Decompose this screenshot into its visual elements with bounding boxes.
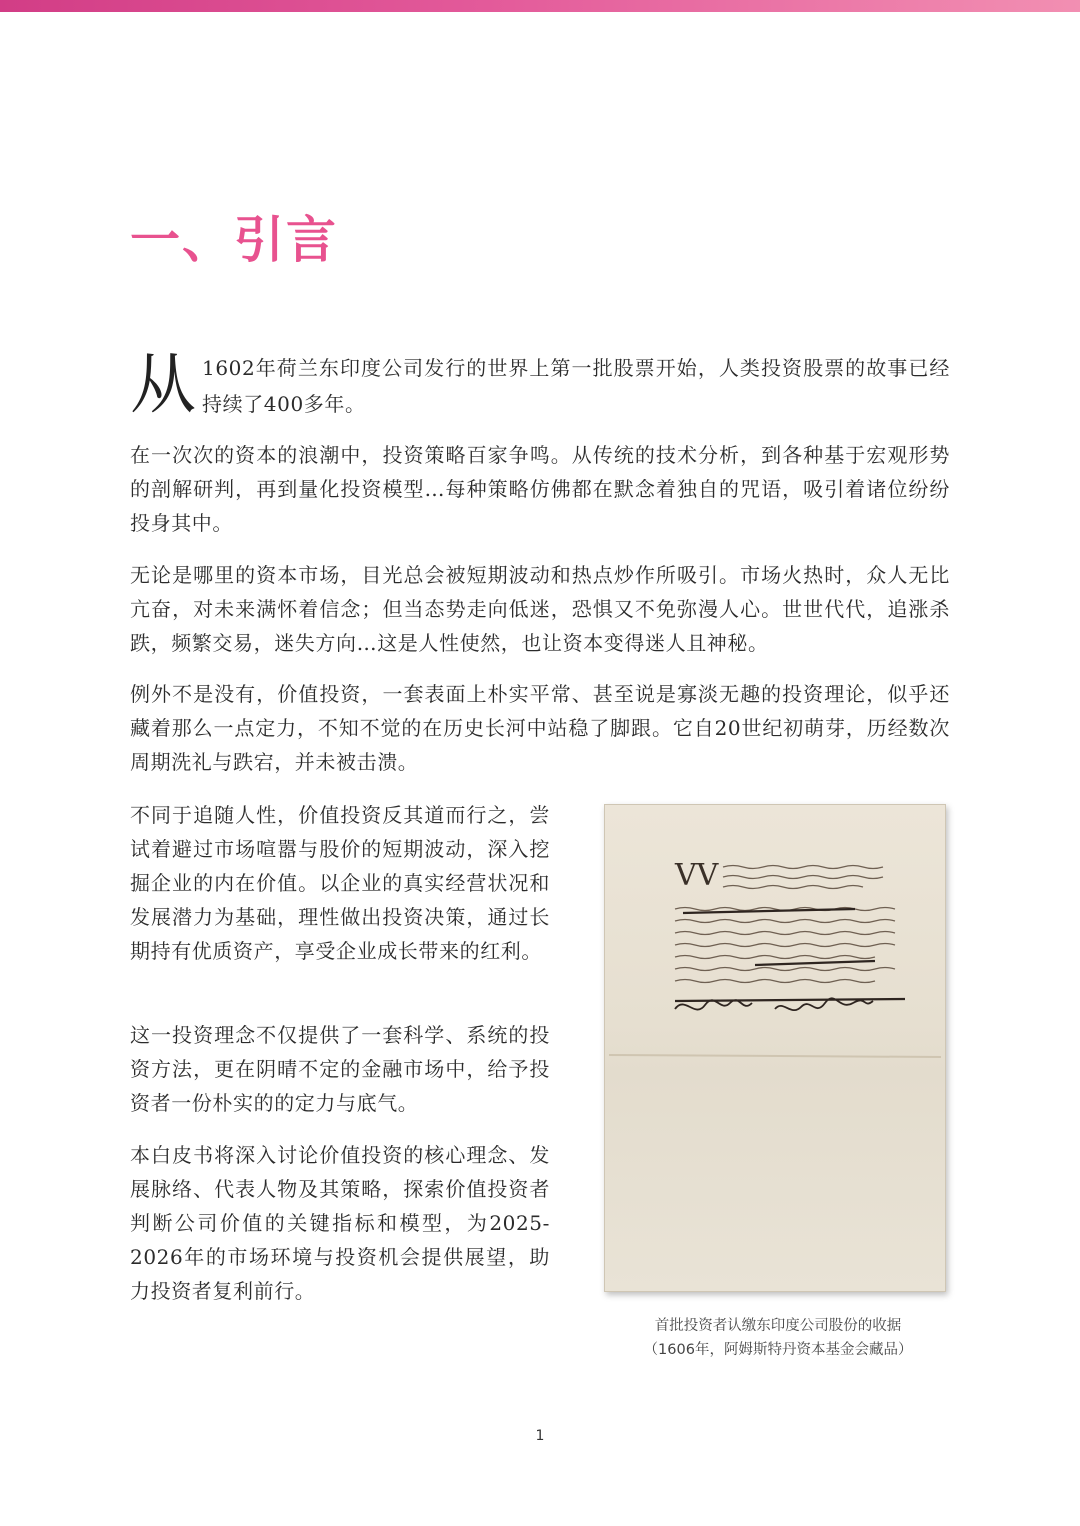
historical-receipt-image bbox=[604, 804, 946, 1292]
page-number: 1 bbox=[535, 1428, 545, 1444]
body-paragraph: 在一次次的资本的浪潮中，投资策略百家争鸣。从传统的技术分析，到各种基于宏观形势的剖解研判，再到量化投资模型…每种策略仿佛都在默念着独自的咒语，吸引着诸位纷纷投身其中。 bbox=[130, 443, 950, 535]
section-title: 一、引言 bbox=[130, 211, 338, 269]
side-paragraph: 本白皮书将深入讨论价值投资的核心理念、发展脉络、代表人物及其策略，探索价值投资者判断公司价值的关键指标和模型，为2025-2026年的市场环境与投资机会提供展望，助力投资者复利前行。 bbox=[130, 1143, 550, 1303]
figure-caption bbox=[604, 1314, 952, 1362]
caption-line: 首批投资者认缴东印度公司股份的收据 bbox=[654, 1318, 902, 1334]
intro-paragraph bbox=[130, 346, 950, 423]
body-paragraph: 无论是哪里的资本市场，目光总会被短期波动和热点炒作所吸引。市场火热时，众人无比亢奋，对未来满怀着信念；但当态势走向低迷，恐惧又不免弥漫人心。世世代代，追涨杀跌，频繁交易，迷失方向…这是人性使然，也让资本变得迷人且神秘。 bbox=[130, 563, 950, 655]
receipt-figure bbox=[604, 804, 952, 1362]
top-accent-bar bbox=[0, 0, 1080, 12]
body-paragraph: 例外不是没有，价值投资，一套表面上朴实平常、甚至说是寡淡无趣的投资理论，似乎还藏着那么一点定力，不知不觉的在历史长河中站稳了脚跟。它自20世纪初萌芽，历经数次周期洗礼与跌宕，并未被击溃。 bbox=[130, 682, 950, 774]
svg-text:VV: VV bbox=[675, 858, 719, 893]
caption-line: （1606年，阿姆斯特丹资本基金会藏品） bbox=[643, 1342, 913, 1358]
drop-cap: 从 bbox=[130, 346, 196, 423]
side-paragraph: 不同于追随人性，价值投资反其道而行之，尝试着避过市场喧嚣与股价的短期波动，深入挖掘企业的内在价值。以企业的真实经营状况和发展潜力为基础，理性做出投资决策，通过长期持有优质资产，享受企业成长带来的红利。 bbox=[130, 803, 550, 963]
side-paragraph: 这一投资理念不仅提供了一套科学、系统的投资方法，更在阴晴不定的金融市场中，给予投资者一份朴实的的定力与底气。 bbox=[130, 1023, 550, 1115]
receipt-manuscript-drawing bbox=[605, 805, 945, 1291]
intro-text: 1602年荷兰东印度公司发行的世界上第一批股票开始，人类投资股票的故事已经持续了400多年。 bbox=[202, 356, 950, 416]
